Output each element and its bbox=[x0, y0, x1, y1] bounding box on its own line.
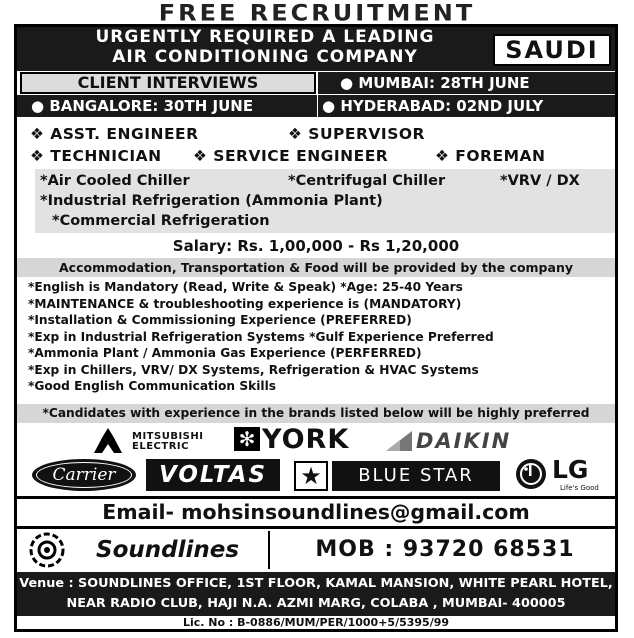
urgent-heading bbox=[30, 27, 500, 67]
lg-face-icon bbox=[514, 457, 548, 491]
system-commercial-refrigeration: *Commercial Refrigeration bbox=[52, 213, 270, 229]
voltas-logo bbox=[146, 459, 280, 491]
position-technician: ❖ TECHNICIAN bbox=[30, 147, 162, 165]
requirement-item: *Exp in Industrial Refrigeration Systems *Gulf Experience Preferred bbox=[28, 329, 494, 344]
vertical-divider bbox=[268, 531, 270, 569]
mitsubishi-diamonds-icon bbox=[88, 427, 128, 455]
lg-name: LG bbox=[552, 455, 589, 484]
city-mumbai: ● MUMBAI: 28TH JUNE bbox=[318, 72, 615, 94]
venue-line-2: NEAR RADIO CLUB, HAJI N.A. AZMI MARG, COLABA , MUMBAI- 400005 bbox=[66, 596, 566, 611]
position-asst-engineer: ❖ ASST. ENGINEER bbox=[30, 125, 199, 143]
contact-mobile: MOB : 93720 68531 bbox=[315, 537, 575, 562]
mitsubishi-name: MITSUBISHI bbox=[132, 431, 204, 442]
diamond-bullet-icon: ❖ bbox=[30, 147, 51, 165]
urgent-line-1: URGENTLY REQUIRED A LEADING bbox=[95, 27, 435, 47]
license-number: Lic. No : B-0886/MUM/PER/1000+5/5395/99 bbox=[182, 616, 450, 629]
york-snowflake-icon: ✻ bbox=[234, 427, 260, 451]
requirement-item: *MAINTENANCE & troubleshooting experience is (MANDATORY) bbox=[28, 296, 462, 311]
bullet-dot: ● bbox=[322, 97, 341, 115]
system-industrial-refrigeration: *Industrial Refrigeration (Ammonia Plant) bbox=[40, 193, 383, 209]
diamond-bullet-icon: ❖ bbox=[30, 125, 51, 143]
york-logo bbox=[234, 425, 370, 455]
preferred-brands-note: *Candidates with experience in the brands listed below will be highly preferred bbox=[17, 404, 615, 423]
ad-title: FREE RECRUITMENT bbox=[158, 0, 476, 26]
contact-email: Email- mohsinsoundlines@gmail.com bbox=[102, 500, 530, 524]
bullet-dot: ● bbox=[31, 97, 50, 115]
carrier-name: Carrier bbox=[52, 465, 116, 485]
bluestar-logo bbox=[294, 461, 500, 491]
accommodation-note: Accommodation, Transportation & Food will be provided by the company bbox=[17, 258, 615, 277]
soundlines-logo-icon bbox=[28, 531, 66, 569]
daikin-name: DAIKIN bbox=[416, 429, 512, 453]
requirements-list bbox=[28, 279, 618, 395]
city-bangalore: ● BANGALORE: 30TH JUNE bbox=[17, 95, 317, 117]
requirement-item: *English is Mandatory (Read, Write & Speak) *Age: 25-40 Years bbox=[28, 280, 463, 294]
mitsubishi-electric: ELECTRIC bbox=[132, 441, 189, 452]
bluestar-star-icon: ★ bbox=[294, 461, 328, 491]
position-foreman: ❖ FOREMAN bbox=[435, 147, 546, 165]
requirement-item: *Ammonia Plant / Ammonia Gas Experience (PERFERRED) bbox=[28, 346, 422, 360]
salary-line: Salary: Rs. 1,00,000 - Rs 1,20,000 bbox=[172, 237, 460, 255]
mitsubishi-logo bbox=[88, 427, 220, 455]
diamond-bullet-icon: ❖ bbox=[288, 125, 309, 143]
daikin-logo bbox=[384, 428, 544, 454]
diamond-bullet-icon: ❖ bbox=[435, 147, 456, 165]
venue-line-1: Venue : SOUNDLINES OFFICE, 1ST FLOOR, KAMAL MANSION, WHITE PEARL HOTEL, bbox=[19, 576, 613, 591]
system-vrv-dx: *VRV / DX bbox=[500, 173, 580, 189]
divider bbox=[17, 526, 615, 529]
requirement-item: *Good English Communication Skills bbox=[28, 379, 277, 393]
carrier-logo bbox=[32, 459, 136, 491]
diamond-bullet-icon: ❖ bbox=[193, 147, 214, 165]
urgent-line-2: AIR CONDITIONING COMPANY bbox=[112, 47, 418, 67]
client-interviews-label: CLIENT INTERVIEWS bbox=[20, 72, 316, 94]
country-badge: SAUDI bbox=[493, 34, 611, 66]
lg-tagline: Life's Good bbox=[560, 484, 599, 492]
bluestar-name: BLUE STAR bbox=[332, 461, 500, 491]
position-supervisor: ❖ SUPERVISOR bbox=[288, 125, 425, 143]
position-service-engineer: ❖ SERVICE ENGINEER bbox=[193, 147, 389, 165]
bullet-dot: ● bbox=[340, 74, 359, 92]
venue-block bbox=[17, 572, 615, 616]
york-name: YORK bbox=[262, 424, 350, 455]
requirement-item: *Exp in Chillers, VRV/ DX Systems, Refrigeration & HVAC Systems bbox=[28, 362, 479, 377]
system-centrifugal-chiller: *Centrifugal Chiller bbox=[288, 173, 446, 189]
lg-logo bbox=[514, 457, 608, 493]
voltas-name: VOLTAS bbox=[158, 462, 268, 488]
system-air-cooled-chiller: *Air Cooled Chiller bbox=[40, 173, 190, 189]
city-hyderabad: ● HYDERABAD: 02ND JULY bbox=[318, 95, 615, 117]
daikin-triangle-icon bbox=[384, 429, 414, 453]
company-name: Soundlines bbox=[96, 537, 240, 563]
requirement-item: *Installation & Commissioning Experience (PREFERRED) bbox=[28, 313, 412, 327]
